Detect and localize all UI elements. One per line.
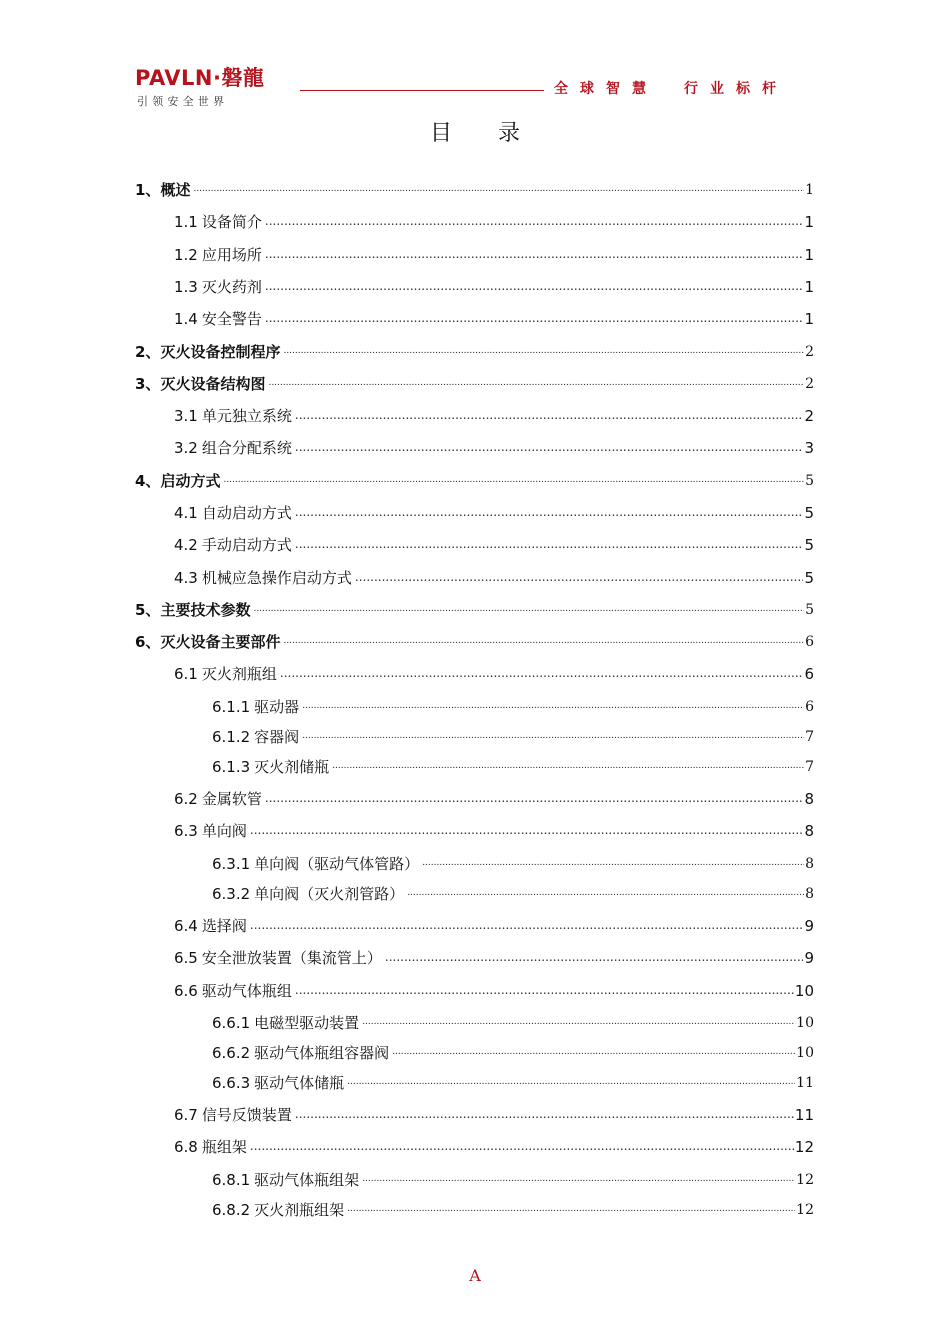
toc-entry-number: 3.1 — [174, 407, 198, 425]
toc-entry-number: 6.3.1 — [212, 855, 251, 873]
toc-entry-page: 6 — [804, 665, 814, 683]
toc-dot-leader — [265, 211, 804, 231]
toc-entry-title: 安全泄放装置（集流管上） — [201, 949, 382, 967]
toc-dot-leader — [250, 820, 804, 840]
toc-entry[interactable] — [212, 1166, 814, 1190]
toc-entry-page: 5 — [804, 504, 814, 522]
slogan-left: 全球智慧 — [554, 81, 658, 97]
toc-entry[interactable] — [174, 531, 814, 555]
toc-entry-number: 6.6 — [174, 982, 198, 1000]
toc-entry-page: 2 — [804, 407, 814, 425]
toc-dot-leader — [253, 599, 804, 619]
toc-entry[interactable] — [135, 628, 814, 652]
toc-entry[interactable] — [212, 723, 814, 747]
toc-entry-title: 灭火设备控制程序 — [160, 343, 281, 361]
toc-entry-title: 安全警告 — [201, 310, 262, 328]
toc-entry-number: 5、 — [135, 601, 161, 619]
toc-entry-title: 选择阀 — [201, 917, 247, 935]
toc-entry[interactable] — [174, 977, 814, 1001]
toc-entry-number: 1.1 — [174, 213, 198, 231]
toc-entry-number: 3、 — [135, 375, 161, 393]
toc-entry[interactable] — [174, 817, 814, 841]
toc-entry-number: 6.3 — [174, 822, 198, 840]
toc-entry-page: 5 — [805, 602, 814, 618]
toc-dot-leader — [355, 567, 804, 587]
toc-entry-number: 6.8.1 — [212, 1171, 251, 1189]
toc-entry-page: 5 — [805, 473, 814, 489]
toc-entry[interactable] — [174, 305, 814, 329]
toc-entry-title: 驱动气体瓶组 — [201, 982, 292, 1000]
toc-entry-number: 6.4 — [174, 917, 198, 935]
toc-entry-title: 电磁型驱动装置 — [254, 1014, 360, 1032]
toc-entry-number: 6.8 — [174, 1138, 198, 1156]
toc-entry[interactable] — [174, 944, 814, 968]
toc-entry[interactable] — [174, 402, 814, 426]
toc-entry-number: 6.6.2 — [212, 1044, 251, 1062]
toc-entry[interactable] — [174, 499, 814, 523]
toc-dot-leader — [265, 244, 804, 264]
toc-entry-number: 6.1 — [174, 665, 198, 683]
toc-entry-title: 组合分配系统 — [201, 439, 292, 457]
toc-dot-leader — [295, 980, 794, 1000]
toc-entry-title: 灭火剂瓶组 — [201, 665, 277, 683]
toc-entry[interactable] — [212, 1039, 814, 1063]
toc-dot-leader — [302, 726, 804, 746]
toc-entry-page: 11 — [794, 1106, 814, 1124]
toc-entry-page: 8 — [804, 822, 814, 840]
logo-text: PAVLN·磐龍 — [135, 66, 265, 90]
toc-entry[interactable] — [212, 1009, 814, 1033]
toc-dot-leader — [392, 1042, 795, 1062]
slogan-right: 行业标杆 — [684, 81, 788, 97]
toc-entry-title: 灭火设备结构图 — [160, 375, 266, 393]
toc-entry-page: 3 — [804, 439, 814, 457]
toc-entry-title: 主要技术参数 — [160, 601, 251, 619]
toc-entry[interactable] — [135, 338, 814, 362]
toc-entry-title: 手动启动方式 — [201, 536, 292, 554]
toc-entry-page: 10 — [796, 1045, 814, 1061]
toc-entry[interactable] — [174, 434, 814, 458]
toc-dot-leader — [265, 308, 804, 328]
toc-entry-number: 6.5 — [174, 949, 198, 967]
toc-entry-page: 6 — [805, 634, 814, 650]
toc-entry-page: 1 — [804, 278, 814, 296]
toc-dot-leader — [193, 179, 804, 199]
toc-entry[interactable] — [212, 1069, 814, 1093]
toc-entry[interactable] — [212, 880, 814, 904]
toc-entry[interactable] — [135, 176, 814, 200]
toc-entry[interactable] — [174, 660, 814, 684]
toc-dot-leader — [265, 276, 804, 296]
toc-dot-leader — [265, 788, 804, 808]
toc-entry-title: 应用场所 — [201, 246, 262, 264]
toc-entry[interactable] — [174, 273, 814, 297]
toc-entry-page: 8 — [805, 856, 814, 872]
toc-entry[interactable] — [135, 370, 814, 394]
toc-entry-title: 金属软管 — [201, 790, 262, 808]
page-footer-label: A — [469, 1266, 481, 1285]
toc-entry[interactable] — [135, 596, 814, 620]
toc-entry-title: 机械应急操作启动方式 — [201, 569, 352, 587]
toc-entry-number: 6.1.3 — [212, 758, 251, 776]
toc-title: 目录 — [429, 121, 566, 146]
toc-entry-page: 2 — [805, 344, 814, 360]
toc-entry-number: 4、 — [135, 472, 161, 490]
toc-entry-number: 6.1.1 — [212, 698, 251, 716]
toc-entry-page: 10 — [796, 1015, 814, 1031]
toc-dot-leader — [347, 1072, 795, 1092]
toc-dot-leader — [362, 1169, 795, 1189]
toc-dot-leader — [295, 405, 804, 425]
toc-entry-page: 10 — [794, 982, 814, 1000]
toc-entry-page: 5 — [804, 569, 814, 587]
toc-entry-title: 瓶组架 — [201, 1138, 247, 1156]
toc-entry-page: 6 — [805, 699, 814, 715]
toc-entry-title: 单向阀 — [201, 822, 247, 840]
toc-dot-leader — [295, 502, 804, 522]
toc-entry-page: 1 — [804, 213, 814, 231]
toc-entry-page: 12 — [796, 1172, 814, 1188]
toc-entry-page: 7 — [805, 759, 814, 775]
toc-dot-leader — [332, 756, 804, 776]
toc-entry-page: 1 — [805, 182, 814, 198]
toc-entry-number: 6.6.1 — [212, 1014, 251, 1032]
toc-entry[interactable] — [174, 208, 814, 232]
toc-entry-number: 1.2 — [174, 246, 198, 264]
toc-entry-number: 3.2 — [174, 439, 198, 457]
toc-entry[interactable] — [212, 1196, 814, 1220]
toc-entry-title: 驱动器 — [254, 698, 300, 716]
toc-dot-leader — [283, 631, 804, 651]
toc-entry-title: 单向阀（驱动气体管路） — [254, 855, 420, 873]
toc-entry[interactable] — [174, 785, 814, 809]
toc-entry[interactable] — [174, 564, 814, 588]
toc-entry-title: 单元独立系统 — [201, 407, 292, 425]
toc-entry-title: 自动启动方式 — [201, 504, 292, 522]
toc-entry[interactable] — [212, 850, 814, 874]
toc-entry-number: 2、 — [135, 343, 161, 361]
toc-entry-page: 8 — [805, 886, 814, 902]
toc-dot-leader — [280, 663, 804, 683]
toc-dot-leader — [295, 534, 804, 554]
toc-dot-leader — [362, 1012, 795, 1032]
toc-dot-leader — [268, 373, 804, 393]
toc-entry-number: 1.4 — [174, 310, 198, 328]
toc-entry-title: 驱动气体瓶组架 — [254, 1171, 360, 1189]
toc-entry[interactable] — [135, 467, 814, 491]
toc-entry-page: 12 — [796, 1202, 814, 1218]
toc-entry[interactable] — [212, 753, 814, 777]
toc-entry-number: 4.3 — [174, 569, 198, 587]
toc-entry-page: 12 — [794, 1138, 814, 1156]
toc-entry-title: 信号反馈装置 — [201, 1106, 292, 1124]
toc-entry-number: 1.3 — [174, 278, 198, 296]
toc-entry-title: 灭火剂瓶组架 — [254, 1201, 345, 1219]
toc-entry[interactable] — [174, 1101, 814, 1125]
toc-entry-page: 5 — [804, 536, 814, 554]
toc-entry-number: 6.2 — [174, 790, 198, 808]
toc-entry-number: 6.8.2 — [212, 1201, 251, 1219]
toc-dot-leader — [302, 696, 804, 716]
toc-entry-title: 单向阀（灭火剂管路） — [254, 885, 405, 903]
toc-dot-leader — [295, 1104, 794, 1124]
toc-dot-leader — [223, 470, 804, 490]
toc-dot-leader — [385, 947, 804, 967]
toc-dot-leader — [250, 1136, 794, 1156]
toc-entry-page: 9 — [804, 917, 814, 935]
toc-entry-title: 设备简介 — [201, 213, 262, 231]
toc-entry-number: 1、 — [135, 181, 161, 199]
toc-entry-title: 灭火设备主要部件 — [160, 633, 281, 651]
toc-entry-page: 7 — [805, 729, 814, 745]
toc-entry-page: 2 — [805, 376, 814, 392]
toc-entry-number: 4.1 — [174, 504, 198, 522]
toc-entry-title: 驱动气体瓶组容器阀 — [254, 1044, 390, 1062]
toc-entry[interactable] — [174, 912, 814, 936]
toc-entry-title: 容器阀 — [254, 728, 300, 746]
toc-entry-number: 6.6.3 — [212, 1074, 251, 1092]
toc-entry-number: 6、 — [135, 633, 161, 651]
toc-entry-page: 1 — [804, 246, 814, 264]
toc-entry-page: 8 — [804, 790, 814, 808]
toc-dot-leader — [250, 915, 804, 935]
toc-entry-page: 9 — [804, 949, 814, 967]
toc-entry-number: 6.7 — [174, 1106, 198, 1124]
toc-entry-page: 1 — [804, 310, 814, 328]
logo-tagline: 引领安全世界 — [137, 95, 229, 108]
toc-entry-title: 启动方式 — [160, 472, 221, 490]
toc-dot-leader — [407, 883, 804, 903]
toc-entry-page: 11 — [796, 1075, 814, 1091]
toc-entry[interactable] — [174, 241, 814, 265]
toc-dot-leader — [295, 437, 804, 457]
toc-entry-title: 灭火剂储瓶 — [254, 758, 330, 776]
toc-entry-number: 6.1.2 — [212, 728, 251, 746]
toc-dot-leader — [422, 853, 804, 873]
toc-dot-leader — [347, 1199, 795, 1219]
toc-entry-title: 灭火药剂 — [201, 278, 262, 296]
toc-entry-title: 概述 — [160, 181, 191, 199]
toc-entry[interactable] — [174, 1133, 814, 1157]
toc-entry-number: 6.3.2 — [212, 885, 251, 903]
toc-entry[interactable] — [212, 693, 814, 717]
toc-entry-title: 驱动气体储瓶 — [254, 1074, 345, 1092]
toc-entry-number: 4.2 — [174, 536, 198, 554]
toc-dot-leader — [283, 341, 804, 361]
